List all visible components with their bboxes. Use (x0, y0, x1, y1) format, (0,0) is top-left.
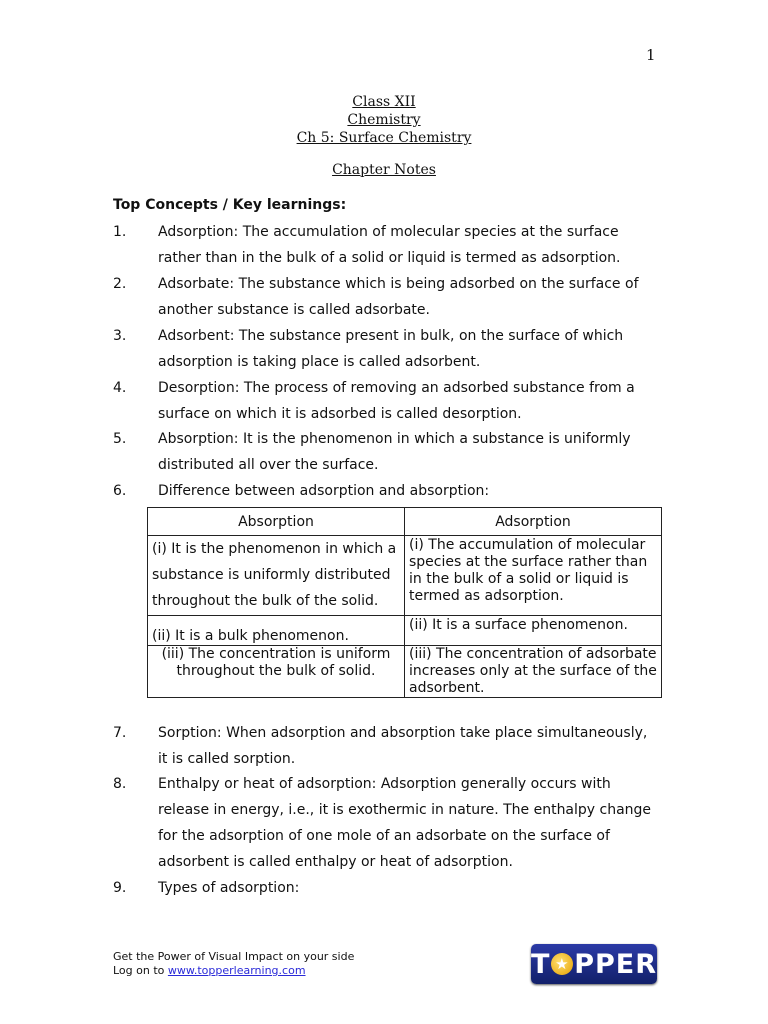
chapter-notes-heading: Chapter Notes (332, 162, 436, 178)
table-cell: (iii) The concentration is uniform throughout the bulk of solid. (148, 646, 405, 698)
page-number: 1 (646, 46, 656, 64)
item-number: 9. (113, 880, 127, 896)
section-heading: Top Concepts / Key learnings: (113, 197, 347, 213)
footer-logon-prefix: Log on to (113, 964, 168, 977)
table-cell: (i) The accumulation of molecular species at the surface rather than in the bulk of a solid or liquid is termed as adsorption. (405, 536, 662, 616)
table-row (148, 616, 662, 646)
table-cell: (ii) It is a surface phenomenon. (405, 616, 662, 646)
item-number: 3. (113, 328, 127, 344)
class-title: Class XII (352, 94, 416, 110)
item-text: Enthalpy or heat of adsorption: Adsorption generally occurs with release in energy, i.e., it is exothermic in nature. The enthalpy change for the adsorption of one mole of an adsorbate on the surface of adsorbent is called enthalpy or heat of adsorption. (158, 776, 652, 870)
footer (113, 950, 354, 978)
item-text: Types of adsorption: (158, 880, 300, 896)
chapter-title: Ch 5: Surface Chemistry (296, 130, 472, 146)
table-header-adsorption: Adsorption (405, 508, 662, 536)
item-text: Adsorbent: The substance present in bulk, on the surface of which adsorption is taking place is called adsorbent. (158, 328, 624, 370)
item-text: Adsorption: The accumulation of molecular species at the surface rather than in the bulk of a solid or liquid is termed as adsorption. (158, 224, 621, 266)
item-number: 5. (113, 431, 127, 447)
document-title (0, 93, 768, 147)
item-text: Absorption: It is the phenomenon in which a substance is uniformly distributed all over the surface. (158, 431, 631, 473)
topper-logo (531, 944, 657, 984)
logo-text-start: T (531, 948, 551, 980)
item-text: Difference between adsorption and absorption: (158, 483, 490, 499)
table-header-absorption: Absorption (148, 508, 405, 536)
star-icon: ★ (551, 953, 573, 975)
item-text: Desorption: The process of removing an adsorbed substance from a surface on which it is adsorbed is called desorption. (158, 380, 635, 422)
item-number: 2. (113, 276, 127, 292)
table-header-row (148, 508, 662, 536)
logo-text-end: PPER (574, 948, 657, 980)
table-row (148, 536, 662, 616)
item-text: Adsorbate: The substance which is being adsorbed on the surface of another substance is called adsorbate. (158, 276, 639, 318)
item-number: 7. (113, 725, 127, 741)
table-cell: (iii) The concentration of adsorbate increases only at the surface of the adsorbent. (405, 646, 662, 698)
comparison-table (147, 507, 662, 698)
item-number: 6. (113, 483, 127, 499)
item-number: 4. (113, 380, 127, 396)
table-cell: (i) It is the phenomenon in which a substance is uniformly distributed throughout the bulk of the solid. (148, 536, 405, 616)
topperlearning-link[interactable]: www.topperlearning.com (167, 964, 306, 977)
footer-tagline: Get the Power of Visual Impact on your side (113, 950, 355, 963)
table-row (148, 646, 662, 698)
footer-logon (113, 964, 354, 978)
item-text: Sorption: When adsorption and absorption take place simultaneously, it is called sorption. (158, 725, 648, 767)
item-number: 8. (113, 776, 127, 792)
subject-title: Chemistry (347, 112, 421, 128)
item-number: 1. (113, 224, 127, 240)
table-cell: (ii) It is a bulk phenomenon. (148, 616, 405, 646)
